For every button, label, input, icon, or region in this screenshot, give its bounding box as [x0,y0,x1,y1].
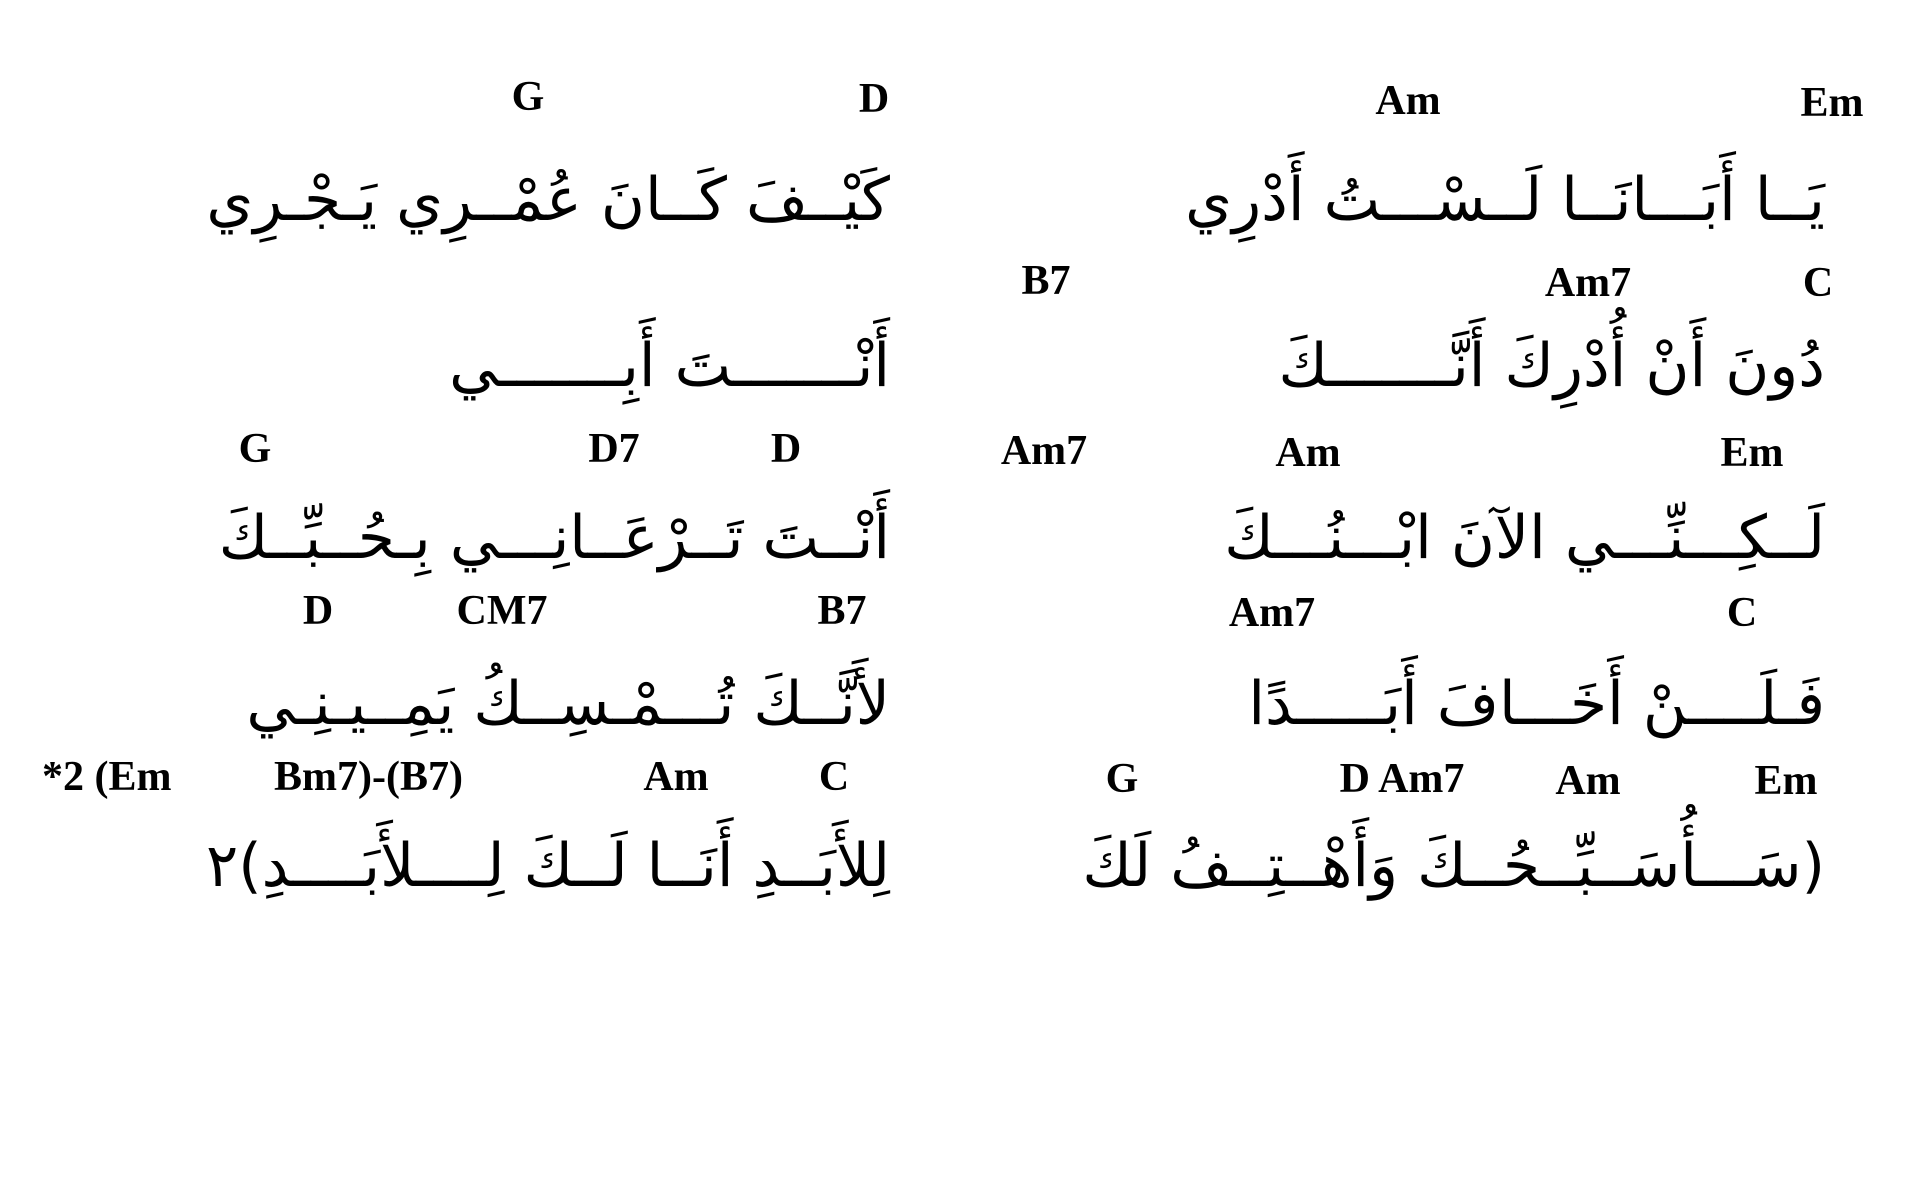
chord-row3-right-3: Am7 [1000,428,1088,474]
lyric-line-5-right: (سَـــأُسَــبِّــحُــكَ وَأَهْــتِــفُ لَكَ [1082,831,1825,901]
chord-row4-right-2: Am7 [1228,590,1316,636]
lyric-line-2-right: دُونَ أَنْ أُدْرِكَ أَنَّـــــــكَ [1278,331,1825,401]
chord-row2-right-1: C [1802,260,1834,306]
lyric-line-5-left: لِلأَبَــدِ أَنَــا لَــكَ لِــــلأَبَــــدِ)٢ [205,831,890,901]
chord-row5-right-1: Em [1754,758,1818,804]
chord-row2-right-2: Am7 [1544,260,1632,306]
chord-row1-left-1: D [858,76,890,122]
lyric-line-3-right: لَــكِـــنِّـــي الآنَ ابْـــنُـــكَ [1224,503,1825,573]
lyric-line-2-left: أَنْـــــــتَ أَبِـــــــي [449,331,890,401]
chord-row5-left-2: Am [643,754,709,800]
lyric-line-4-left: لأَنَّــكَ تُـــمْـسِــكُ يَمِــيـنِـي [246,669,890,739]
chord-row4-left-3: D [302,588,334,634]
chord-row2-right-3: B7 [1021,258,1071,304]
lyric-line-1-right: يَــا أَبَـــانَــا لَــسْـــتُ أَدْرِي [1185,165,1825,235]
chord-row4-left-2: CM7 [456,588,548,634]
chord-row5-right-2: Am [1555,758,1621,804]
lyric-line-4-right: فَـلَــــنْ أَخَـــافَ أَبَـــــدًا [1248,669,1825,739]
chord-row4-right-1: C [1726,590,1758,636]
lyric-line-1-left: كَيْــفَ كَــانَ عُمْــرِي يَـجْـرِي [206,165,890,235]
chord-row5-left-3: Bm7)-(B7) [274,754,463,800]
chord-row3-left-1: D [770,426,802,472]
chord-row5-right-3: D Am7 [1339,756,1465,802]
chord-row1-left-2: G [511,74,545,120]
chord-row5-right-4: G [1105,756,1139,802]
chord-row3-right-1: Em [1720,430,1784,476]
chord-row4-left-1: B7 [817,588,867,634]
chord-row1-right-1: Em [1800,80,1864,126]
chord-row3-right-2: Am [1275,430,1341,476]
chord-row3-left-3: G [238,426,272,472]
chord-row3-left-2: D7 [588,426,640,472]
chord-row1-right-2: Am [1375,78,1441,124]
chord-row5-left-4: *2 (Em [42,754,172,800]
chord-row5-left-1: C [818,754,850,800]
lyric-line-3-left: أَنْــتَ تَــرْعَــانِـــي بِـحُــبِّــكَ [218,503,890,573]
